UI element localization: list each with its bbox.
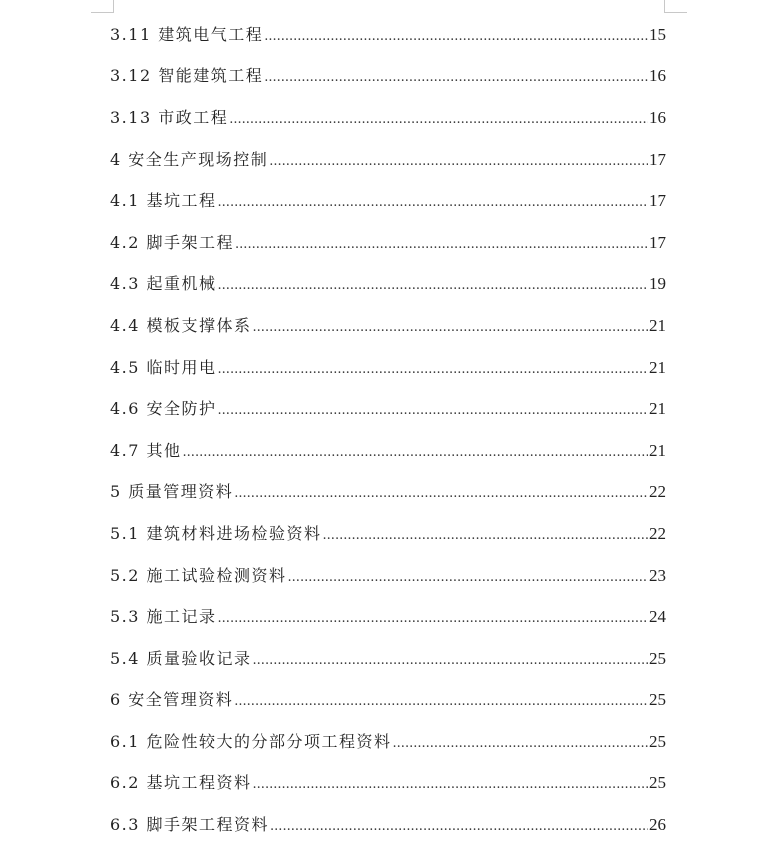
toc-entry[interactable] xyxy=(110,97,666,139)
toc-entry-label: 4.1 基坑工程 xyxy=(110,191,217,211)
toc-dot-leader xyxy=(393,732,648,754)
toc-dot-leader xyxy=(218,399,648,421)
toc-page-number: 26 xyxy=(649,815,666,835)
toc-dot-leader xyxy=(264,25,648,47)
toc-entry-label: 3.11 建筑电气工程 xyxy=(110,24,264,44)
toc-entry-label: 4.3 起重机械 xyxy=(110,274,217,294)
margin-corner-mark-left xyxy=(91,0,114,13)
toc-page-number: 21 xyxy=(649,440,666,460)
toc-page-number: 25 xyxy=(649,690,666,710)
toc-entry[interactable] xyxy=(110,555,666,597)
toc-entry-label: 5.3 施工记录 xyxy=(110,607,217,627)
toc-entry-label: 4.4 模板支撑体系 xyxy=(110,315,252,335)
toc-entry[interactable] xyxy=(110,56,666,98)
toc-entry-label: 3.13 市政工程 xyxy=(110,107,229,127)
toc-entry-label: 6.1 危险性较大的分部分项工程资料 xyxy=(110,731,392,751)
toc-entry[interactable] xyxy=(110,721,666,763)
toc-page-number: 21 xyxy=(649,399,666,419)
toc-entry[interactable] xyxy=(110,472,666,514)
toc-page-number: 17 xyxy=(649,191,666,211)
toc-entry-label: 5.4 质量验收记录 xyxy=(110,648,252,668)
toc-page-number: 16 xyxy=(649,107,666,127)
toc-entry[interactable] xyxy=(110,305,666,347)
toc-entry-label: 4.6 安全防护 xyxy=(110,399,217,419)
toc-dot-leader xyxy=(253,316,648,338)
toc-page-number: 15 xyxy=(649,24,666,44)
toc-dot-leader xyxy=(229,108,648,130)
toc-dot-leader xyxy=(264,66,648,88)
toc-dot-leader xyxy=(270,815,648,837)
toc-page-number: 21 xyxy=(649,315,666,335)
toc-entry-label: 4 安全生产现场控制 xyxy=(110,149,269,169)
table-of-contents xyxy=(110,14,666,846)
toc-entry-label: 4.7 其他 xyxy=(110,440,182,460)
toc-dot-leader xyxy=(269,150,648,172)
toc-page-number: 22 xyxy=(649,523,666,543)
toc-entry[interactable] xyxy=(110,596,666,638)
toc-page-number: 22 xyxy=(649,482,666,502)
toc-entry[interactable] xyxy=(110,388,666,430)
toc-dot-leader xyxy=(218,358,648,380)
toc-dot-leader xyxy=(234,690,648,712)
toc-dot-leader xyxy=(235,233,648,255)
toc-entry[interactable] xyxy=(110,680,666,722)
toc-page-number: 25 xyxy=(649,773,666,793)
toc-entry[interactable] xyxy=(110,14,666,56)
toc-entry[interactable] xyxy=(110,804,666,846)
toc-page-number: 25 xyxy=(649,648,666,668)
toc-dot-leader xyxy=(253,773,648,795)
toc-page-number: 19 xyxy=(649,274,666,294)
toc-entry[interactable] xyxy=(110,264,666,306)
toc-dot-leader xyxy=(234,482,648,504)
toc-entry-label: 6.3 脚手架工程资料 xyxy=(110,815,270,835)
toc-entry-label: 4.2 脚手架工程 xyxy=(110,232,235,252)
toc-entry[interactable] xyxy=(110,347,666,389)
toc-entry-label: 6 安全管理资料 xyxy=(110,690,234,710)
toc-page-number: 16 xyxy=(649,66,666,86)
toc-page-number: 21 xyxy=(649,357,666,377)
toc-dot-leader xyxy=(218,191,648,213)
toc-entry[interactable] xyxy=(110,222,666,264)
toc-dot-leader xyxy=(218,274,648,296)
toc-dot-leader xyxy=(323,524,648,546)
toc-entry[interactable] xyxy=(110,430,666,472)
toc-entry[interactable] xyxy=(110,180,666,222)
toc-entry-label: 6.2 基坑工程资料 xyxy=(110,773,252,793)
toc-entry[interactable] xyxy=(110,638,666,680)
toc-dot-leader xyxy=(218,607,648,629)
toc-entry-label: 5.1 建筑材料进场检验资料 xyxy=(110,523,322,543)
toc-entry[interactable] xyxy=(110,763,666,805)
margin-corner-mark-right xyxy=(664,0,687,13)
toc-entry[interactable] xyxy=(110,513,666,555)
toc-entry-label: 5.2 施工试验检测资料 xyxy=(110,565,287,585)
toc-page-number: 17 xyxy=(649,149,666,169)
toc-dot-leader xyxy=(288,566,648,588)
toc-page-number: 23 xyxy=(649,565,666,585)
toc-entry-label: 3.12 智能建筑工程 xyxy=(110,66,264,86)
toc-page-number: 25 xyxy=(649,731,666,751)
toc-entry-label: 4.5 临时用电 xyxy=(110,357,217,377)
toc-dot-leader xyxy=(183,441,648,463)
toc-dot-leader xyxy=(253,649,648,671)
toc-page-number: 17 xyxy=(649,232,666,252)
toc-page-number: 24 xyxy=(649,607,666,627)
toc-entry-label: 5 质量管理资料 xyxy=(110,482,234,502)
toc-entry[interactable] xyxy=(110,139,666,181)
